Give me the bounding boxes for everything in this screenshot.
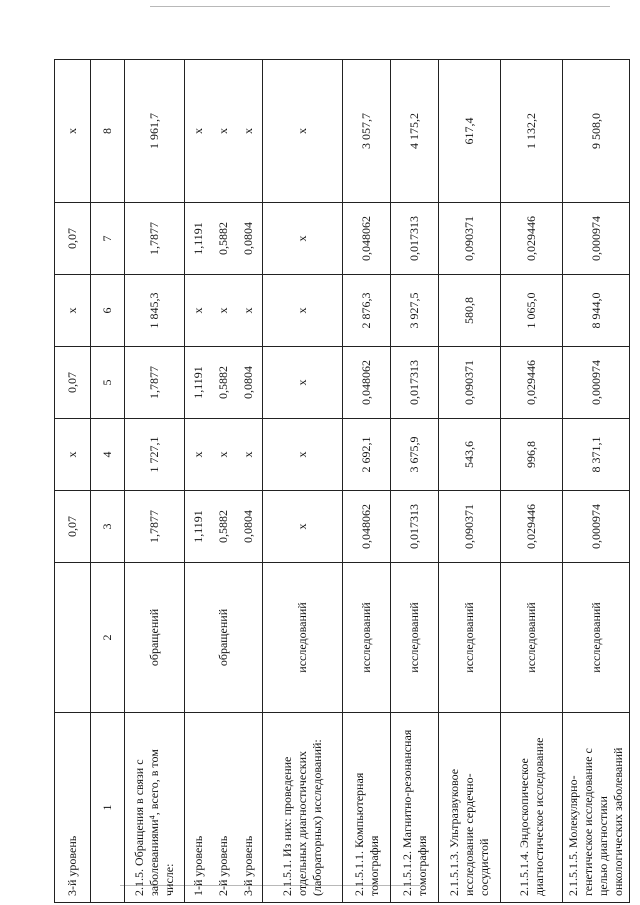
cell-c7: 0,07 [55, 203, 91, 275]
row-unit: обращений [185, 563, 263, 713]
table-row [439, 60, 501, 903]
cell-c6: x [263, 275, 343, 347]
value: x [241, 128, 255, 134]
row-unit [55, 563, 91, 713]
cell-c4: 996,8 [501, 419, 563, 491]
cell-c8: x [263, 60, 343, 203]
value: x [191, 307, 205, 314]
rotation-frame [54, 60, 625, 903]
cell-c4: 3 675,9 [391, 419, 439, 491]
cell-c6: 3 927,5 [391, 275, 439, 347]
table-row [563, 60, 630, 903]
row-unit: обращений [125, 563, 185, 713]
column-number: 7 [91, 203, 125, 275]
cell-c5: 0,000974 [563, 347, 630, 419]
column-number: 4 [91, 419, 125, 491]
cell-c8: 9 508,0 [563, 60, 630, 203]
row-name: 2.1.5.1.3. Ультразвуковое исследование сердечно-сосудистой [439, 713, 501, 903]
table-row [501, 60, 563, 903]
cell-c5: x [263, 347, 343, 419]
row-name-levels [185, 713, 263, 903]
table-row [125, 60, 185, 903]
column-number: 2 [91, 563, 125, 713]
row-name: 2.1.5.1. Из них: проведение отдельных диагностических (лабораторных) исследований: [263, 713, 343, 903]
cell-c7: x [263, 203, 343, 275]
cell-c7: 1,7877 [125, 203, 185, 275]
row-unit: исследований [501, 563, 563, 713]
value: 0,5882 [216, 366, 230, 399]
table-header-row [91, 60, 125, 903]
row-name: 2.1.5.1.2. Магнитно-резонансная томография [391, 713, 439, 903]
column-number: 8 [91, 60, 125, 203]
column-number: 3 [91, 491, 125, 563]
column-number: 1 [91, 713, 125, 903]
cell-c3: 0,07 [55, 491, 91, 563]
cell-c5: 0,090371 [439, 347, 501, 419]
table-row [343, 60, 391, 903]
cell-c6: 8 944,0 [563, 275, 630, 347]
table-row-level3-top [55, 60, 91, 903]
table-row [263, 60, 343, 903]
row-unit: исследований [563, 563, 630, 713]
value: 1,1191 [191, 366, 205, 399]
value: 0,0804 [241, 222, 255, 255]
cell-c5 [185, 347, 263, 419]
tariff-table [54, 59, 630, 903]
cell-c3: x [263, 491, 343, 563]
cell-c6 [185, 275, 263, 347]
cell-c3 [185, 491, 263, 563]
row-name: 3-й уровень [55, 713, 91, 903]
rotated-table-page [54, 60, 625, 903]
cell-c4: 543,6 [439, 419, 501, 491]
value: x [191, 451, 205, 458]
table-row-levels [185, 60, 263, 903]
value: 1,1191 [191, 510, 205, 543]
value: 0,5882 [216, 510, 230, 543]
value: x [241, 307, 255, 314]
cell-c3: 0,090371 [439, 491, 501, 563]
cell-c4: 1 727,1 [125, 419, 185, 491]
row-name: 2.1.5. Обращения в связи с заболеваниями⁴, всего, в том числе: [125, 713, 185, 903]
cell-c7: 0,090371 [439, 203, 501, 275]
row-unit: исследований [439, 563, 501, 713]
value: 0,5882 [216, 222, 230, 255]
cell-c6: 1 065,0 [501, 275, 563, 347]
cell-c5: 0,048062 [343, 347, 391, 419]
cell-c6: x [55, 275, 91, 347]
cell-c8: 1 132,2 [501, 60, 563, 203]
value: x [216, 307, 230, 314]
cell-c8 [185, 60, 263, 203]
cell-c8: 3 057,7 [343, 60, 391, 203]
row-unit: исследований [343, 563, 391, 713]
cell-c8: 617,4 [439, 60, 501, 203]
level-label: 1-й уровень [191, 835, 205, 896]
level-label: 2-й уровень [216, 835, 230, 896]
scan-artifact-top [150, 6, 610, 7]
cell-c4: x [55, 419, 91, 491]
table-row [391, 60, 439, 903]
cell-c8: 4 175,2 [391, 60, 439, 203]
row-name: 2.1.5.1.4. Эндоскопическое диагностическое исследование [501, 713, 563, 903]
cell-c8: 1 961,7 [125, 60, 185, 203]
cell-c4 [185, 419, 263, 491]
cell-c5: 0,07 [55, 347, 91, 419]
value: x [216, 128, 230, 134]
cell-c7 [185, 203, 263, 275]
row-name: 2.1.5.1.5. Молекулярно-генетическое исследование с целью диагностики онкологических заболеваний [563, 713, 630, 903]
cell-c7: 0,029446 [501, 203, 563, 275]
cell-c6: 2 876,3 [343, 275, 391, 347]
cell-c6: 1 845,3 [125, 275, 185, 347]
row-unit: исследований [263, 563, 343, 713]
row-unit: исследований [391, 563, 439, 713]
cell-c8: x [55, 60, 91, 203]
cell-c3: 0,029446 [501, 491, 563, 563]
cell-c5: 0,017313 [391, 347, 439, 419]
cell-c6: 580,8 [439, 275, 501, 347]
cell-c4: 2 692,1 [343, 419, 391, 491]
cell-c4: x [263, 419, 343, 491]
value: 1,1191 [191, 222, 205, 255]
value: x [241, 451, 255, 458]
value: 0,0804 [241, 366, 255, 399]
cell-c5: 1,7877 [125, 347, 185, 419]
value: x [216, 451, 230, 458]
column-number: 6 [91, 275, 125, 347]
cell-c4: 8 371,1 [563, 419, 630, 491]
cell-c5: 0,029446 [501, 347, 563, 419]
cell-c3: 1,7877 [125, 491, 185, 563]
cell-c3: 0,000974 [563, 491, 630, 563]
row-name: 2.1.5.1.1. Компьютерная томография [343, 713, 391, 903]
value: x [191, 128, 205, 134]
cell-c3: 0,048062 [343, 491, 391, 563]
cell-c7: 0,017313 [391, 203, 439, 275]
cell-c7: 0,000974 [563, 203, 630, 275]
cell-c3: 0,017313 [391, 491, 439, 563]
column-number: 5 [91, 347, 125, 419]
level-label: 3-й уровень [241, 835, 255, 896]
cell-c7: 0,048062 [343, 203, 391, 275]
value: 0,0804 [241, 510, 255, 543]
